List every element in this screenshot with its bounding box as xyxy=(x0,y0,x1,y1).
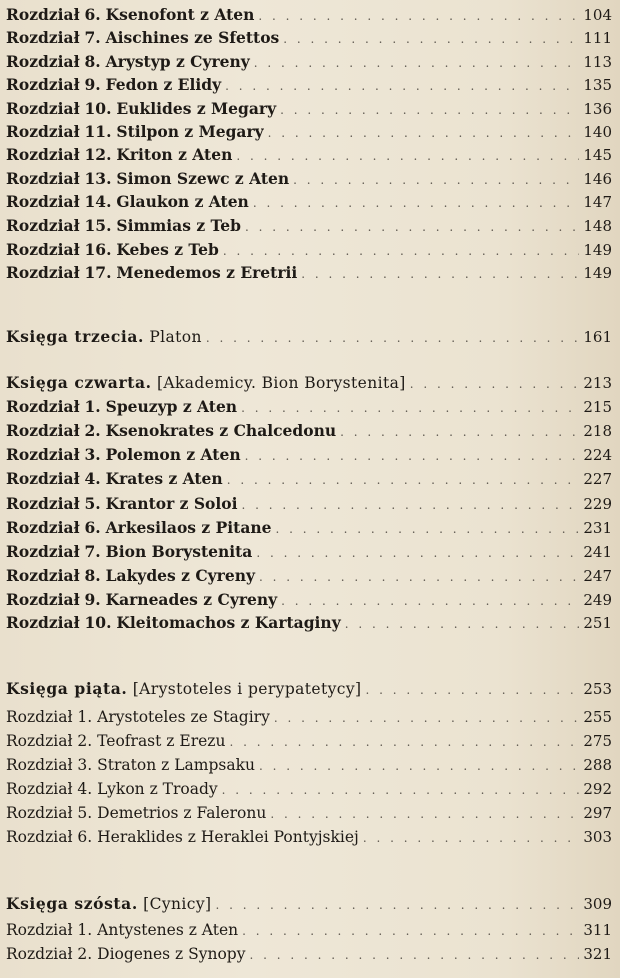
toc-chapter-entry xyxy=(6,779,612,799)
toc-chapter-entry xyxy=(6,5,612,25)
toc-chapter-entry xyxy=(6,445,612,465)
chapter-title: Teofrast z Erezu xyxy=(97,732,226,750)
toc-chapter-entry xyxy=(6,263,612,283)
entry-label xyxy=(6,75,221,95)
chapter-prefix: Rozdział xyxy=(6,263,80,282)
toc-chapter-entry xyxy=(6,122,612,142)
page-number: 146 xyxy=(583,170,612,188)
chapter-prefix: Rozdział xyxy=(6,590,80,609)
leader-dots xyxy=(363,828,580,848)
entry-label xyxy=(6,731,225,751)
chapter-number: 4. xyxy=(77,780,93,798)
leader-dots xyxy=(242,921,579,941)
chapter-prefix: Rozdział xyxy=(6,732,73,750)
page-number: 321 xyxy=(583,945,612,963)
chapter-prefix: Rozdział xyxy=(6,240,80,259)
leader-dots xyxy=(293,170,579,190)
chapter-prefix: Rozdział xyxy=(6,122,80,141)
entry-label xyxy=(6,679,361,699)
chapter-prefix: Rozdział xyxy=(6,613,80,632)
leader-dots xyxy=(340,422,579,442)
chapter-number: 14. xyxy=(84,192,112,211)
chapter-prefix: Rozdział xyxy=(6,469,80,488)
page-number: 113 xyxy=(583,53,612,71)
entry-label xyxy=(6,613,341,633)
chapter-number: 10. xyxy=(84,613,112,632)
chapter-number: 5. xyxy=(84,494,101,513)
entry-label xyxy=(6,827,359,847)
chapter-title: Krates z Aten xyxy=(105,469,223,488)
chapter-prefix: Rozdział xyxy=(6,494,80,513)
leader-dots xyxy=(283,29,579,49)
entry-label xyxy=(6,99,276,119)
leader-dots xyxy=(365,680,579,700)
leader-dots xyxy=(256,543,579,563)
chapter-number: 16. xyxy=(84,240,112,259)
page-number: 215 xyxy=(583,398,612,416)
page-number: 213 xyxy=(583,374,612,392)
chapter-prefix: Rozdział xyxy=(6,169,80,188)
entry-label xyxy=(6,327,202,347)
page-number: 224 xyxy=(583,446,612,464)
toc-chapter-entry xyxy=(6,494,612,514)
chapter-number: 9. xyxy=(84,590,101,609)
chapter-number: 15. xyxy=(84,216,112,235)
leader-dots xyxy=(345,614,580,634)
entry-label xyxy=(6,590,277,610)
toc-chapter-entry xyxy=(6,731,612,751)
page-number: 275 xyxy=(583,732,612,750)
chapter-title: Speuzyp z Aten xyxy=(105,397,238,416)
entry-label xyxy=(6,894,211,914)
leader-dots xyxy=(259,756,579,776)
page-number: 145 xyxy=(583,146,612,164)
page-number: 111 xyxy=(583,29,612,47)
toc-chapter-entry xyxy=(6,240,612,260)
chapter-prefix: Rozdział xyxy=(6,145,80,164)
chapter-title: Arystoteles ze Stagiry xyxy=(97,708,270,726)
page-number: 292 xyxy=(583,780,612,798)
chapter-prefix: Rozdział xyxy=(6,397,80,416)
leader-dots xyxy=(222,780,580,800)
chapter-title: Simon Szewc z Aten xyxy=(116,169,290,188)
chapter-prefix: Rozdział xyxy=(6,52,80,71)
chapter-title: Glaukon z Aten xyxy=(116,192,249,211)
chapter-prefix: Rozdział xyxy=(6,5,80,24)
page-number: 249 xyxy=(583,591,612,609)
leader-dots xyxy=(236,146,579,166)
page-number: 218 xyxy=(583,422,612,440)
chapter-number: 2. xyxy=(77,732,93,750)
chapter-number: 9. xyxy=(84,75,101,94)
toc-book-entry xyxy=(6,327,612,347)
entry-label xyxy=(6,263,297,283)
entry-label xyxy=(6,240,219,260)
page-number: 149 xyxy=(583,264,612,282)
toc-book-entry xyxy=(6,894,612,914)
chapter-number: 6. xyxy=(84,5,101,24)
toc-chapter-entry xyxy=(6,755,612,775)
chapter-prefix: Rozdział xyxy=(6,566,80,585)
toc-chapter-entry xyxy=(6,590,612,610)
chapter-number: 17. xyxy=(84,263,112,282)
chapter-title: Aischines ze Sfettos xyxy=(105,28,280,47)
leader-dots xyxy=(206,328,579,348)
chapter-number: 11. xyxy=(84,122,112,141)
chapter-prefix: Rozdział xyxy=(6,75,80,94)
page-number: 288 xyxy=(583,756,612,774)
toc-chapter-entry xyxy=(6,192,612,212)
chapter-number: 2. xyxy=(77,945,93,963)
chapter-number: 3. xyxy=(84,445,101,464)
entry-label xyxy=(6,542,252,562)
chapter-prefix: Rozdział xyxy=(6,780,73,798)
page-number: 247 xyxy=(583,567,612,585)
entry-label xyxy=(6,145,232,165)
chapter-prefix: Rozdział xyxy=(6,828,73,846)
leader-dots xyxy=(410,374,580,394)
chapter-number: 6. xyxy=(84,518,101,537)
chapter-title: Euklides z Megary xyxy=(116,99,277,118)
entry-label xyxy=(6,397,237,417)
entry-label xyxy=(6,920,238,940)
chapter-title: Menedemos z Eretrii xyxy=(116,263,298,282)
page-number: 136 xyxy=(583,100,612,118)
chapter-prefix: Rozdział xyxy=(6,99,80,118)
chapter-title: Diogenes z Synopy xyxy=(97,945,246,963)
toc-chapter-entry xyxy=(6,920,612,940)
page-number: 135 xyxy=(583,76,612,94)
book-subtitle: Platon xyxy=(149,328,202,346)
leader-dots xyxy=(276,519,580,539)
toc-chapter-entry xyxy=(6,542,612,562)
chapter-prefix: Rozdział xyxy=(6,945,73,963)
chapter-number: 5. xyxy=(77,804,93,822)
leader-dots xyxy=(259,567,579,587)
chapter-number: 8. xyxy=(84,52,101,71)
page-number: 140 xyxy=(583,123,612,141)
entry-label xyxy=(6,122,264,142)
chapter-title: Polemon z Aten xyxy=(105,445,241,464)
chapter-title: Ksenofont z Aten xyxy=(105,5,255,24)
page-number: 161 xyxy=(583,328,612,346)
chapter-number: 7. xyxy=(84,28,101,47)
chapter-number: 4. xyxy=(84,469,101,488)
leader-dots xyxy=(301,264,579,284)
chapter-number: 8. xyxy=(84,566,101,585)
page-number: 251 xyxy=(583,614,612,632)
leader-dots xyxy=(258,6,579,26)
chapter-title: Stilpon z Megary xyxy=(116,122,264,141)
book-title: Księga czwarta. xyxy=(6,373,152,392)
toc-chapter-entry xyxy=(6,397,612,417)
leader-dots xyxy=(245,446,580,466)
toc-chapter-entry xyxy=(6,28,612,48)
chapter-prefix: Rozdział xyxy=(6,445,80,464)
chapter-title: Bion Borystenita xyxy=(105,542,253,561)
page-number: 227 xyxy=(583,470,612,488)
toc-chapter-entry xyxy=(6,827,612,847)
chapter-number: 1. xyxy=(77,921,93,939)
entry-label xyxy=(6,803,266,823)
entry-label xyxy=(6,5,254,25)
entry-label xyxy=(6,755,255,775)
chapter-title: Demetrios z Faleronu xyxy=(97,804,267,822)
leader-dots xyxy=(245,217,579,237)
chapter-number: 1. xyxy=(84,397,101,416)
leader-dots xyxy=(225,76,579,96)
entry-label xyxy=(6,169,289,189)
leader-dots xyxy=(253,193,580,213)
entry-label xyxy=(6,216,241,236)
leader-dots xyxy=(268,123,580,143)
entry-label xyxy=(6,494,237,514)
leader-dots xyxy=(241,495,579,515)
book-title: Księga szósta. xyxy=(6,894,138,913)
chapter-number: 13. xyxy=(84,169,112,188)
chapter-number: 7. xyxy=(84,542,101,561)
chapter-number: 10. xyxy=(84,99,112,118)
leader-dots xyxy=(270,804,579,824)
chapter-title: Kriton z Aten xyxy=(116,145,233,164)
leader-dots xyxy=(241,398,579,418)
toc-chapter-entry xyxy=(6,803,612,823)
chapter-title: Karneades z Cyreny xyxy=(105,590,278,609)
chapter-title: Krantor z Soloi xyxy=(105,494,238,513)
chapter-prefix: Rozdział xyxy=(6,542,80,561)
toc-chapter-entry xyxy=(6,52,612,72)
book-subtitle: [Cynicy] xyxy=(143,895,212,913)
entry-label xyxy=(6,192,249,212)
entry-label xyxy=(6,421,336,441)
page-number: 149 xyxy=(583,241,612,259)
entry-label xyxy=(6,52,250,72)
page-number: 253 xyxy=(583,680,612,698)
page-number: 147 xyxy=(583,193,612,211)
toc-book-entry xyxy=(6,679,612,699)
chapter-prefix: Rozdział xyxy=(6,804,73,822)
book-subtitle: [Arystoteles i perypatetycy] xyxy=(132,680,362,698)
page-number: 297 xyxy=(583,804,612,822)
leader-dots xyxy=(215,895,579,915)
entry-label xyxy=(6,469,223,489)
toc-chapter-entry xyxy=(6,944,612,964)
page-number: 229 xyxy=(583,495,612,513)
chapter-title: Ksenokrates z Chalcedonu xyxy=(105,421,337,440)
toc-chapter-entry xyxy=(6,707,612,727)
chapter-prefix: Rozdział xyxy=(6,756,73,774)
entry-label xyxy=(6,445,241,465)
chapter-title: Lakydes z Cyreny xyxy=(105,566,255,585)
chapter-title: Kebes z Teb xyxy=(116,240,219,259)
chapter-title: Heraklides z Heraklei Pontyjskiej xyxy=(97,828,359,846)
chapter-title: Simmias z Teb xyxy=(116,216,241,235)
chapter-title: Straton z Lampsaku xyxy=(97,756,255,774)
chapter-prefix: Rozdział xyxy=(6,518,80,537)
toc-chapter-entry xyxy=(6,99,612,119)
toc-chapter-entry xyxy=(6,169,612,189)
page-number: 148 xyxy=(583,217,612,235)
leader-dots xyxy=(280,100,579,120)
chapter-prefix: Rozdział xyxy=(6,708,73,726)
chapter-prefix: Rozdział xyxy=(6,28,80,47)
entry-label xyxy=(6,779,218,799)
toc-chapter-entry xyxy=(6,613,612,633)
chapter-number: 1. xyxy=(77,708,93,726)
chapter-number: 2. xyxy=(84,421,101,440)
leader-dots xyxy=(249,945,579,965)
page-number: 104 xyxy=(583,6,612,24)
leader-dots xyxy=(281,591,579,611)
toc-chapter-entry xyxy=(6,469,612,489)
chapter-title: Antystenes z Aten xyxy=(97,921,239,939)
chapter-prefix: Rozdział xyxy=(6,216,80,235)
chapter-title: Lykon z Troady xyxy=(97,780,218,798)
chapter-title: Fedon z Elidy xyxy=(105,75,222,94)
page-number: 311 xyxy=(583,921,612,939)
toc-chapter-entry xyxy=(6,421,612,441)
leader-dots xyxy=(229,732,579,752)
toc-chapter-entry xyxy=(6,75,612,95)
entry-label xyxy=(6,28,279,48)
entry-label xyxy=(6,566,255,586)
leader-dots xyxy=(254,53,580,73)
page-number: 241 xyxy=(583,543,612,561)
chapter-number: 6. xyxy=(77,828,93,846)
toc-book-entry xyxy=(6,373,612,393)
toc-chapter-entry xyxy=(6,566,612,586)
entry-label xyxy=(6,518,272,538)
book-title: Księga trzecia. xyxy=(6,327,144,346)
page-number: 303 xyxy=(583,828,612,846)
chapter-title: Arystyp z Cyreny xyxy=(105,52,250,71)
page-number: 309 xyxy=(583,895,612,913)
leader-dots xyxy=(227,470,580,490)
chapter-prefix: Rozdział xyxy=(6,921,73,939)
leader-dots xyxy=(274,708,580,728)
chapter-prefix: Rozdział xyxy=(6,421,80,440)
chapter-number: 12. xyxy=(84,145,112,164)
entry-label xyxy=(6,944,245,964)
chapter-prefix: Rozdział xyxy=(6,192,80,211)
toc-chapter-entry xyxy=(6,145,612,165)
chapter-title: Arkesilaos z Pitane xyxy=(105,518,272,537)
page-number: 231 xyxy=(583,519,612,537)
chapter-number: 3. xyxy=(77,756,93,774)
page-number: 255 xyxy=(583,708,612,726)
chapter-title: Kleitomachos z Kartaginy xyxy=(116,613,341,632)
toc-chapter-entry xyxy=(6,518,612,538)
leader-dots xyxy=(223,241,579,261)
entry-label xyxy=(6,373,406,393)
entry-label xyxy=(6,707,270,727)
book-title: Księga piąta. xyxy=(6,679,128,698)
toc-chapter-entry xyxy=(6,216,612,236)
book-subtitle: [Akademicy. Bion Borystenita] xyxy=(156,374,406,392)
